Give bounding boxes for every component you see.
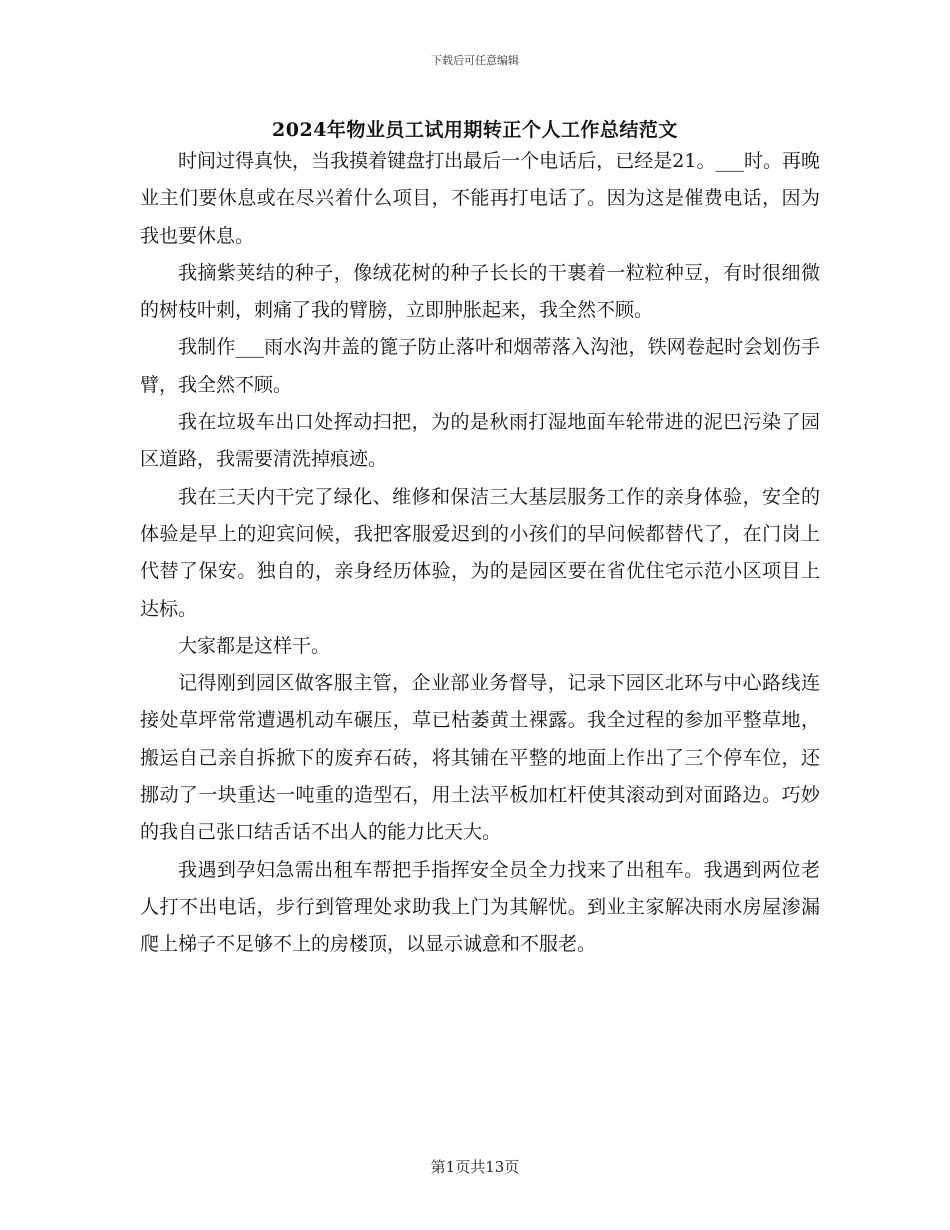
- paragraph: 我制作___雨水沟井盖的篦子防止落叶和烟蒂落入沟池，铁网卷起时会划伤手臂，我全然不顾。: [140, 336, 820, 396]
- paragraph: 时间过得真快，当我摸着键盘打出最后一个电话后，已经是21。___时。再晚业主们要休息或在尽兴着什么项目，不能再打电话了。因为这是催费电话，因为我也要休息。: [140, 150, 820, 247]
- paragraph: 大家都是这样干。: [178, 634, 331, 657]
- document-body: [140, 143, 820, 964]
- paragraph: 我摘紫荚结的种子，像绒花树的种子长长的干裹着一粒粒种豆，有时很细微的树枝叶刺，刺痛了我的臂膀，立即肿胀起来，我全然不顾。: [140, 261, 820, 322]
- paragraph: 记得刚到园区做客服主管，企业部业务督导，记录下园区北环与中心路线连接处草坪常常遭遇机动车碾压，草已枯萎黄土裸露。我全过程的参加平整草地，搬运自己亲自拆掀下的废弃石砖，将其铺在平整的地面上作出了三个停车位，还挪动了一块重达一吨重的造型石，用土法平板加杠杆使其滚动到对面路边。巧妙的我自己张口结舌话不出人的能力比天大。: [140, 672, 820, 844]
- page-header-note: 下载后可任意编辑: [431, 54, 519, 67]
- paragraph: 我遇到孕妇急需出租车帮把手指挥安全员全力找来了出租车。我遇到两位老人打不出电话，步行到管理处求助我上门为其解忧。到业主家解决雨水房屋渗漏爬上梯子不足够不上的房楼顶，以显示诚意和不服老。: [140, 858, 820, 956]
- paragraph: 我在垃圾车出口处挥动扫把，为的是秋雨打湿地面车轮带进的泥巴污染了园区道路，我需要清洗掉痕迹。: [140, 411, 820, 471]
- page-number: 第1页共13页: [430, 1158, 520, 1176]
- paragraph: 我在三天内干完了绿化、维修和保洁三大基层服务工作的亲身体验，安全的体验是早上的迎宾问候，我把客服爱迟到的小孩们的早问候都替代了，在门岗上代替了保安。独自的，亲身经历体验，为的是园区要在省优住宅示范小区项目上达标。: [140, 485, 820, 620]
- document-title: 2024年物业员工试用期转正个人工作总结范文: [272, 119, 678, 141]
